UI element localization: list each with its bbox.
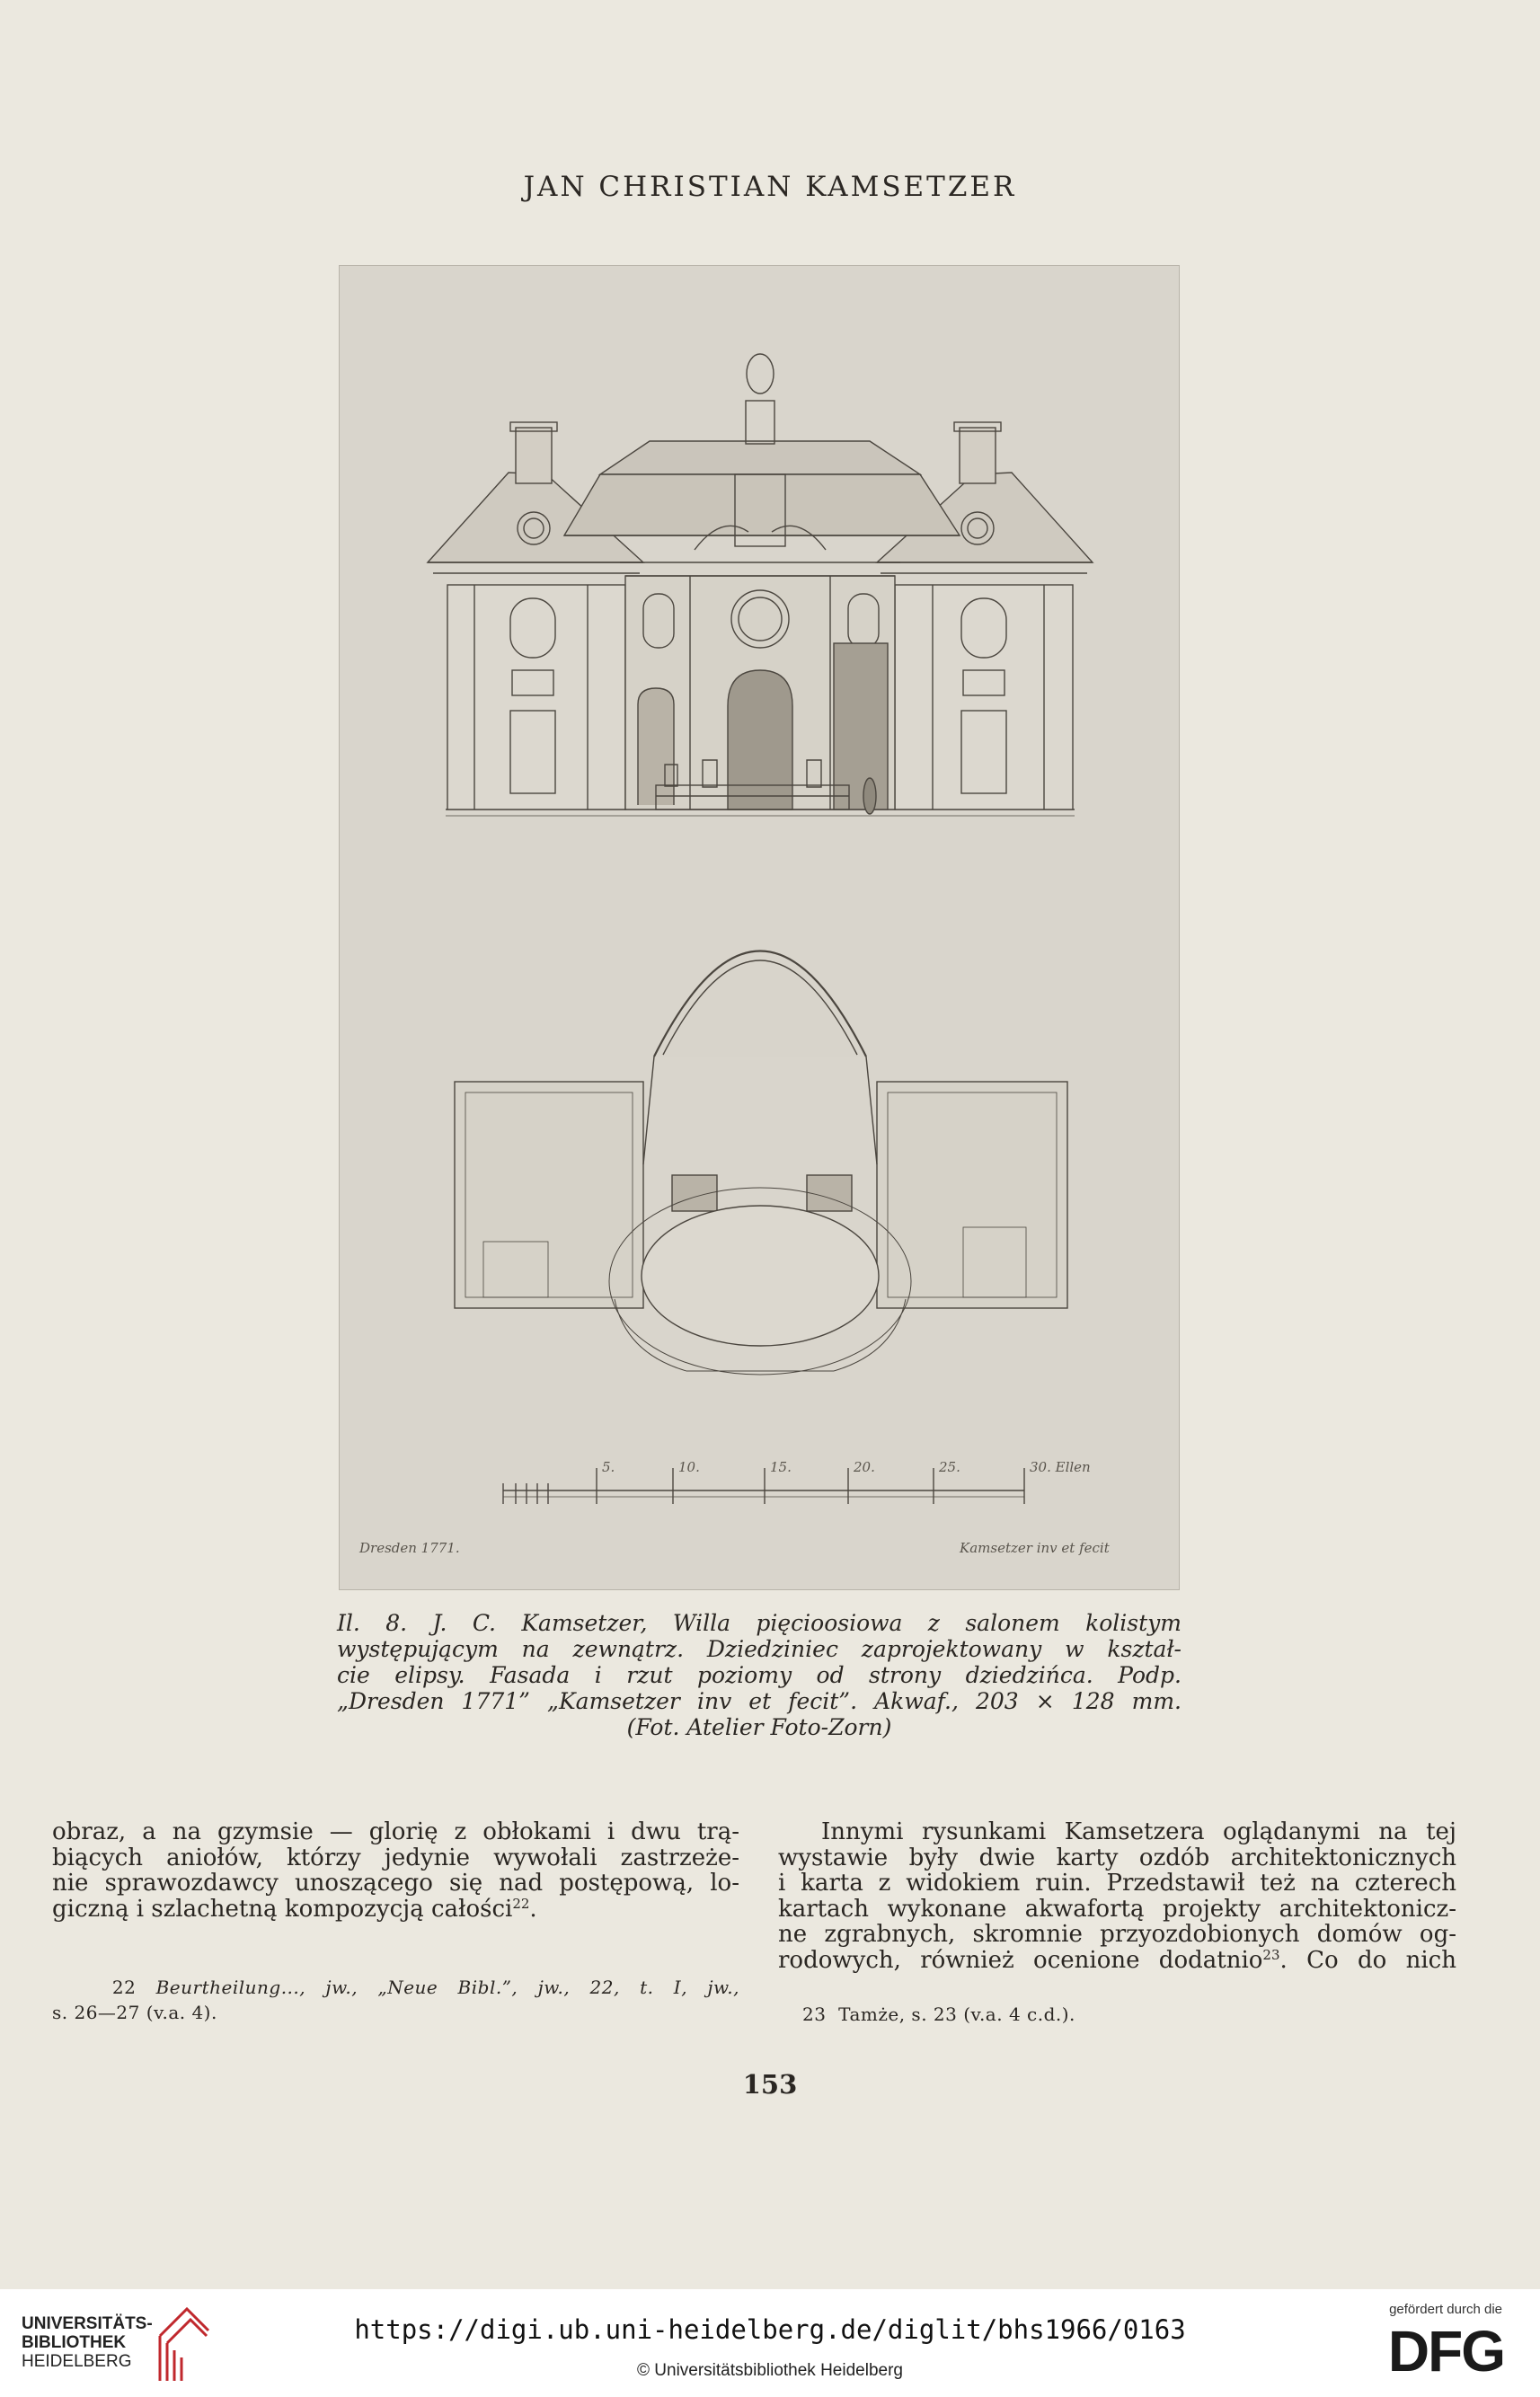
floor-plan [455,951,1067,1375]
plate-inscription-right: Kamsetzer inv et fecit [960,1540,1110,1556]
figure-caption [337,1610,1182,1740]
body-line: ne zgrabnych, skromnie przyozdobionych domów og- [778,1921,1456,1948]
body-column-right [778,1819,1456,1973]
running-head: JAN CHRISTIAN KAMSETZER [523,171,1017,203]
footnote-line [52,1975,739,2000]
roof-urn [747,354,774,394]
caption-line: występującym na zewnątrz. Dziedziniec zaprojektowany w kształ- [337,1636,1182,1662]
right-wing [877,1082,1067,1308]
body-text: . Co do nich [1279,1946,1456,1974]
page-number: 153 [742,2069,798,2100]
footnote-23 [802,2002,1449,2027]
footnote-number: 23 [802,2003,827,2025]
caption-line: Il. 8. J. C. Kamsetzer, Willa pięcioosiowa z salonem kolistym [337,1610,1182,1636]
illustration-plate [339,265,1180,1590]
scale-label-15: 15. [770,1459,792,1475]
body-line: giczną i szlachetną kompozycją całości$^{22}$. [52,1895,537,1923]
copyright-notice: © Universitätsbibliothek Heidelberg [637,2361,903,2380]
footnote-22 [52,1975,739,2025]
caption-line: cie elipsy. Fasada i rzut poziomy od strony dziedzińca. Podp. [337,1662,1182,1688]
villa-etching [340,266,1181,1591]
body-line: kartach wykonane akwafortą projekty architektonicz- [778,1895,1456,1923]
scale-label-30: 30. Ellen [1030,1459,1091,1475]
main-door [728,670,792,809]
body-line: biących aniołów, którzy jedynie wywołali zastrzeże- [52,1844,739,1871]
body-text: giczną i szlachetną kompozycją całości [52,1895,513,1923]
caption-line: (Fot. Atelier Foto-Zorn) [626,1714,892,1740]
elliptical-courtyard [642,1206,879,1346]
scale-label-10: 10. [678,1459,700,1475]
footnote-ref-22[interactable]: 22 [512,1895,530,1912]
library-name-line: HEIDELBERG [22,2352,132,2371]
footnote-text: Beurtheilung..., jw., „Neue Bibl.”, jw., 22, t. I, jw., [155,1977,740,1998]
footnote-line: s. 26—27 (v.a. 4). [52,2002,217,2023]
body-text: rodowych, również ocenione dodatnio [778,1946,1263,1974]
footnote-ref-23[interactable]: 23 [1262,1946,1280,1963]
body-line: i karta z widokiem ruin. Przedstawił też na czterech [778,1870,1456,1897]
body-line: obraz, a na gzymsie — glorię z obłokami i dwu trą- [52,1818,739,1845]
footnote-number: 22 [111,1977,137,1998]
permalink-url[interactable]: https://digi.ub.uni-heidelberg.de/diglit/bhs1966/0163 [354,2314,1186,2345]
dfg-logo: DFG [1387,2319,1504,2384]
body-line: nie sprawozdawcy unoszącego się nad postępową, lo- [52,1870,739,1897]
plate-inscription-left: Dresden 1771. [359,1540,460,1556]
left-wing [455,1082,643,1308]
main-roof [564,474,960,535]
library-name-line: BIBLIOTHEK [22,2333,127,2352]
body-line: wystawie były dwie karty ozdób architektonicznych [778,1844,1456,1871]
footnote-text: Tamże, s. 23 (v.a. 4 c.d.). [838,2003,1075,2025]
scale-label-20: 20. [854,1459,875,1475]
digitization-footer [0,2289,1540,2397]
caption-line: „Dresden 1771” „Kamsetzer inv et fecit”. Akwaf., 203 × 128 mm. [337,1688,1182,1714]
scale-label-25: 25. [939,1459,960,1475]
scale-label-5: 5. [602,1459,615,1475]
round-salon [654,951,866,1057]
funder-note: gefördert durch die [1389,2302,1502,2317]
library-name-line: UNIVERSITÄTS- [22,2314,153,2333]
body-column-left [52,1819,739,1922]
body-line [778,1948,1456,1974]
right-pavilion [895,585,1073,809]
body-line: Innymi rysunkami Kamsetzera oglądanymi na tej [821,1818,1456,1845]
